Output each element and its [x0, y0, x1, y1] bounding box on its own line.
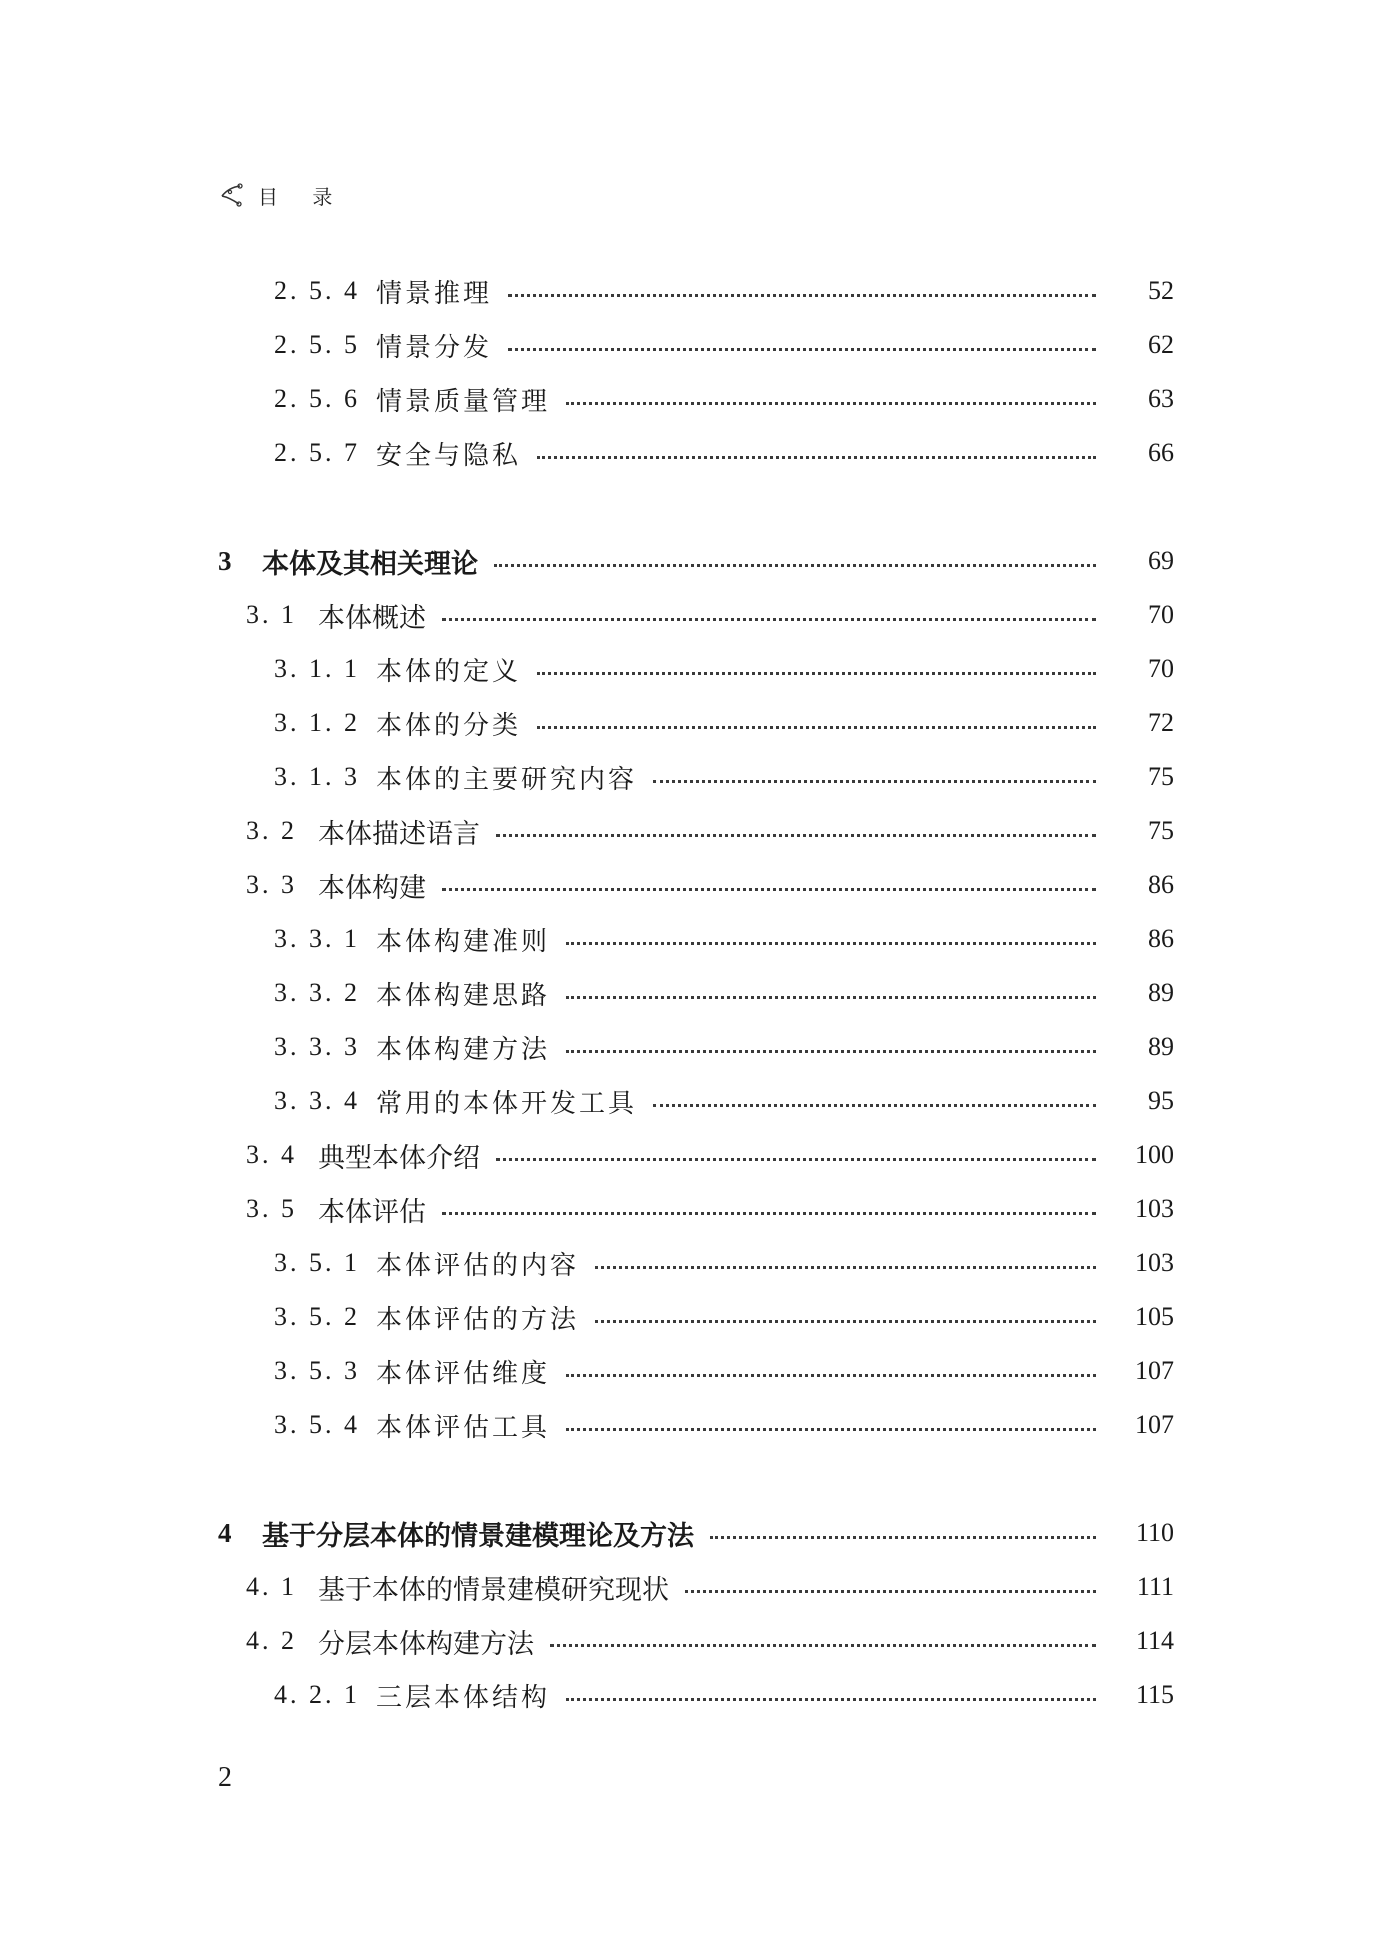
dot-leader [566, 996, 1096, 999]
leaf-branch-icon [218, 182, 244, 208]
toc-entry-number: 3. 3. 3 [274, 1032, 360, 1061]
toc-entry-title: 分层本体构建方法 [318, 1628, 534, 1660]
toc-entry-page: 114 [1135, 1626, 1174, 1655]
dot-leader [496, 1158, 1096, 1161]
toc-entry-title: 本体构建 [318, 872, 426, 904]
toc-entry-number: 2. 5. 4 [274, 276, 360, 305]
toc-entry[interactable] [0, 1027, 1387, 1067]
toc-entry[interactable] [0, 541, 1387, 581]
toc-entry-title: 本体评估 [318, 1196, 426, 1228]
toc-entry-page: 95 [1148, 1086, 1174, 1115]
dot-leader [442, 888, 1096, 891]
toc-entry-title: 安全与隐私 [376, 440, 522, 471]
toc-entry-page: 103 [1135, 1194, 1174, 1223]
running-header [218, 178, 346, 212]
toc-entry[interactable] [0, 1297, 1387, 1337]
dot-leader [537, 456, 1096, 459]
toc-entry-page: 70 [1148, 654, 1174, 683]
dot-leader [653, 780, 1096, 783]
toc-entry-title: 本体评估的内容 [376, 1250, 580, 1281]
dot-leader [494, 564, 1096, 567]
toc-entry-title: 三层本体结构 [376, 1682, 551, 1713]
dot-leader [566, 402, 1096, 405]
dot-leader [537, 672, 1096, 675]
toc-entry-number: 3. 5. 1 [274, 1248, 360, 1277]
running-header-title: 目 录 [258, 184, 347, 209]
toc-entry-number: 2. 5. 7 [274, 438, 360, 467]
toc-entry-title: 本体描述语言 [318, 818, 480, 850]
toc-entry[interactable] [0, 1621, 1387, 1661]
toc-entry-title: 基于分层本体的情景建模理论及方法 [262, 1520, 694, 1552]
toc-entry[interactable] [0, 703, 1387, 743]
page-number: 2 [218, 1762, 232, 1793]
toc-entry-title: 情景质量管理 [376, 386, 551, 417]
toc-entry[interactable] [0, 811, 1387, 851]
toc-entry[interactable] [0, 433, 1387, 473]
toc-entry-title: 本体评估的方法 [376, 1304, 580, 1335]
toc-entry-page: 89 [1148, 978, 1174, 1007]
toc-entry-page: 70 [1148, 600, 1174, 629]
toc-entry-number: 3. 5. 3 [274, 1356, 360, 1385]
dot-leader [653, 1104, 1096, 1107]
dot-leader [537, 726, 1096, 729]
toc-entry-title: 本体构建思路 [376, 980, 551, 1011]
dot-leader [566, 942, 1096, 945]
toc-entry-number: 3 [218, 545, 232, 576]
toc-entry-page: 66 [1148, 438, 1174, 467]
toc-entry[interactable] [0, 757, 1387, 797]
toc-entry[interactable] [0, 595, 1387, 635]
dot-leader [685, 1590, 1096, 1593]
toc-entry-page: 105 [1135, 1302, 1174, 1331]
toc-entry-number: 4. 2 [246, 1626, 297, 1655]
toc-entry-number: 4. 2. 1 [274, 1680, 360, 1709]
toc-entry[interactable] [0, 865, 1387, 905]
dot-leader [442, 1212, 1096, 1215]
dot-leader [566, 1374, 1096, 1377]
toc-entry-page: 86 [1148, 870, 1174, 899]
toc-entry-number: 3. 2 [246, 816, 297, 845]
toc-entry[interactable] [0, 1675, 1387, 1715]
dot-leader [595, 1320, 1096, 1323]
toc-entry-title: 典型本体介绍 [318, 1142, 480, 1174]
toc-entry-title: 情景推理 [376, 278, 493, 309]
dot-leader [710, 1536, 1096, 1539]
toc-entry-number: 3. 3. 1 [274, 924, 360, 953]
toc-entry[interactable] [0, 1513, 1387, 1553]
toc-entry-number: 3. 5. 4 [274, 1410, 360, 1439]
toc-entry[interactable] [0, 1081, 1387, 1121]
toc-entry[interactable] [0, 271, 1387, 311]
toc-entry[interactable] [0, 973, 1387, 1013]
toc-entry-title: 本体概述 [318, 602, 426, 634]
dot-leader [550, 1644, 1096, 1647]
dot-leader [508, 294, 1096, 297]
toc-entry-title: 本体评估工具 [376, 1412, 551, 1443]
toc-entry-title: 本体构建准则 [376, 926, 551, 957]
toc-entry-title: 本体的分类 [376, 710, 522, 741]
toc-entry[interactable] [0, 1567, 1387, 1607]
toc-entry[interactable] [0, 1351, 1387, 1391]
toc-entry[interactable] [0, 1405, 1387, 1445]
toc-entry-number: 3. 3. 2 [274, 978, 360, 1007]
toc-entry-number: 2. 5. 5 [274, 330, 360, 359]
toc-entry-title: 本体评估维度 [376, 1358, 551, 1389]
dot-leader [566, 1428, 1096, 1431]
toc-entry-page: 110 [1135, 1518, 1174, 1547]
toc-entry-page: 86 [1148, 924, 1174, 953]
toc-entry-page: 63 [1148, 384, 1174, 413]
dot-leader [442, 618, 1096, 621]
toc-entry-page: 115 [1135, 1680, 1174, 1709]
toc-entry-title: 本体的主要研究内容 [376, 764, 638, 795]
dot-leader [496, 834, 1096, 837]
toc-entry-title: 情景分发 [376, 332, 493, 363]
toc-entry-title: 本体的定义 [376, 656, 522, 687]
toc-entry[interactable] [0, 1135, 1387, 1175]
toc-entry-page: 107 [1135, 1356, 1174, 1385]
toc-entry-page: 75 [1148, 762, 1174, 791]
toc-entry[interactable] [0, 1243, 1387, 1283]
dot-leader [566, 1050, 1096, 1053]
toc-entry-number: 3. 1. 2 [274, 708, 360, 737]
toc-entry-title: 基于本体的情景建模研究现状 [318, 1574, 669, 1606]
dot-leader [566, 1698, 1096, 1701]
toc-entry-page: 75 [1148, 816, 1174, 845]
toc-entry-page: 72 [1148, 708, 1174, 737]
toc-entry-page: 62 [1148, 330, 1174, 359]
toc-entry-number: 3. 1. 3 [274, 762, 360, 791]
toc-entry-number: 3. 5. 2 [274, 1302, 360, 1331]
toc-entry-page: 100 [1135, 1140, 1174, 1169]
toc-entry-number: 4. 1 [246, 1572, 297, 1601]
toc-entry-number: 3. 4 [246, 1140, 297, 1169]
toc-entry-page: 107 [1135, 1410, 1174, 1439]
toc-entry-page: 111 [1136, 1572, 1174, 1601]
toc-entry-number: 2. 5. 6 [274, 384, 360, 413]
toc-entry[interactable] [0, 649, 1387, 689]
toc-entry[interactable] [0, 919, 1387, 959]
toc-entry-number: 3. 1 [246, 600, 297, 629]
toc-entry-number: 3. 1. 1 [274, 654, 360, 683]
toc-entry-page: 103 [1135, 1248, 1174, 1277]
toc-entry[interactable] [0, 1189, 1387, 1229]
toc-entry-title: 常用的本体开发工具 [376, 1088, 638, 1119]
toc-entry[interactable] [0, 379, 1387, 419]
toc-entry-number: 3. 5 [246, 1194, 297, 1223]
toc-entry-title: 本体及其相关理论 [262, 548, 478, 580]
toc-entry-title: 本体构建方法 [376, 1034, 551, 1065]
toc-entry-page: 69 [1148, 546, 1174, 575]
toc-entry-page: 52 [1148, 276, 1174, 305]
toc-entry-page: 89 [1148, 1032, 1174, 1061]
toc-entry[interactable] [0, 325, 1387, 365]
toc-entry-number: 3. 3 [246, 870, 297, 899]
dot-leader [508, 348, 1096, 351]
toc-entry-number: 4 [218, 1517, 232, 1548]
toc-entry-number: 3. 3. 4 [274, 1086, 360, 1115]
dot-leader [595, 1266, 1096, 1269]
